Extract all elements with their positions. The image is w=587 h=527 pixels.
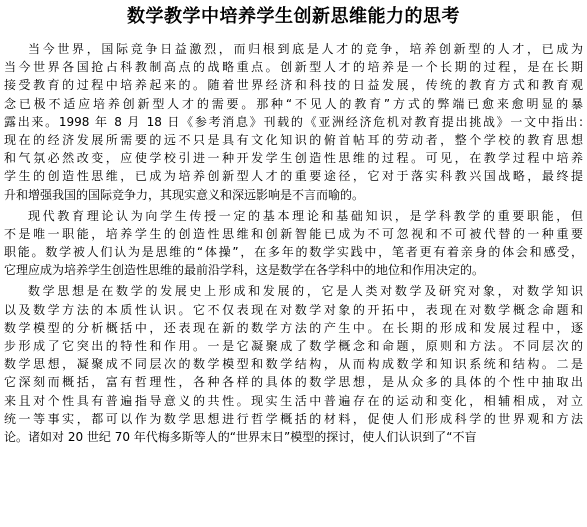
article-title: 数学教学中培养学生创新思维能力的思考 — [127, 6, 460, 27]
text-line: 当今世界，国际竞争日益激烈，而归根到底是人才的竞争，培养创新型的人才，已成为 — [28, 42, 583, 56]
text-line: 它深刻而概括，富有哲理性，各种各样的具体的数学思想，是从众多的具体的个性中抽取出 — [4, 375, 583, 390]
text-line: 统一等事实，都可以作为数学思想进行哲学概括的材料，促使人们形成科学的世界观和方法 — [4, 411, 583, 426]
paragraph-2 — [0, 207, 587, 280]
text-line: 不是唯一职能，培养学生的创造性思维和创新智能已成为不可忽视和不可被代替的一种重要 — [4, 226, 583, 241]
paragraph-1 — [0, 40, 587, 204]
paragraph-3 — [0, 282, 587, 446]
text-line: 学生的创造性思维，已成为培养创新型人才的重要途径，它对于落实科教兴国战略，最终提 — [4, 169, 583, 184]
text-line: 现在的经济发展所需要的远不只是具有文化知识的俯首帖耳的劳动者，整个学校的教育思想 — [4, 132, 583, 147]
text-line: 数学思想，凝聚成不同层次的数学模型和数学结构，从而构成数学和知识系统和结构。二是 — [4, 357, 583, 372]
text-line: 论。诸如对 20 世纪 70 年代梅多斯等人的“世界末日”模型的探讨，使人们认识到了“不盲 — [4, 429, 477, 444]
text-line: 数学模型的分析概括中，还表现在新的数学方法的产生中。在长期的形成和发展过程中，逐 — [4, 320, 583, 335]
text-line: 当今世界各国抢占科教制高点的战略重点。创新型人才的培养是一个长期的过程，是在长期 — [4, 60, 583, 75]
article-body — [0, 40, 587, 446]
text-line: 步形成了它突出的特性和作用。一是它凝聚成了数学概念和命题，原则和方法。不同层次的 — [4, 339, 583, 353]
text-line: 职能。数学被人们认为是思维的“体操”，在多年的数学实践中，笔者更有着亲身的体会和感受， — [4, 245, 583, 260]
text-line: 升和增强我国的国际竞争力，其现实意义和深远影响是不言而喻的。 — [4, 187, 365, 202]
text-line: 数学思想是在数学的发展史上形成和发展的，它是人类对数学及研究对象，对数学知识 — [28, 284, 583, 299]
text-line: 来且对个性具有普遍指导意义的共性。现实生活中普遍存在的运动和变化，相辅相成，对立 — [4, 393, 583, 408]
text-line: 和气氛必然改变，应使学校引进一种开发学生创造性思维的过程。可见，在教学过程中培养 — [4, 151, 583, 166]
text-line: 它理应成为培养学生创造性思维的最前沿学科，这是数学在各学科中的地位和作用决定的。 — [4, 263, 485, 278]
text-line: 现代教育理论认为向学生传授一定的基本理论和基础知识，是学科教学的重要职能，但 — [28, 208, 583, 223]
text-line: 接受教育的过程中培养起来的。随着世界经济和科技的日益发展，传统的教育方式和教育观 — [4, 78, 583, 93]
text-line: 露出来。1998 年 8 月 18 日《参考消息》刊载的《亚洲经济危机对教育提出挑战》一文中指出: — [4, 114, 583, 129]
text-line: 念已极不适应培养创新型人才的需要。那种“不见人的教育”方式的弊端已愈来愈明显的暴 — [4, 96, 583, 111]
text-line: 以及数学方法的本质性认识。它不仅表现在对数学对象的开拓中，表现在对数学概念命题和 — [4, 302, 583, 317]
